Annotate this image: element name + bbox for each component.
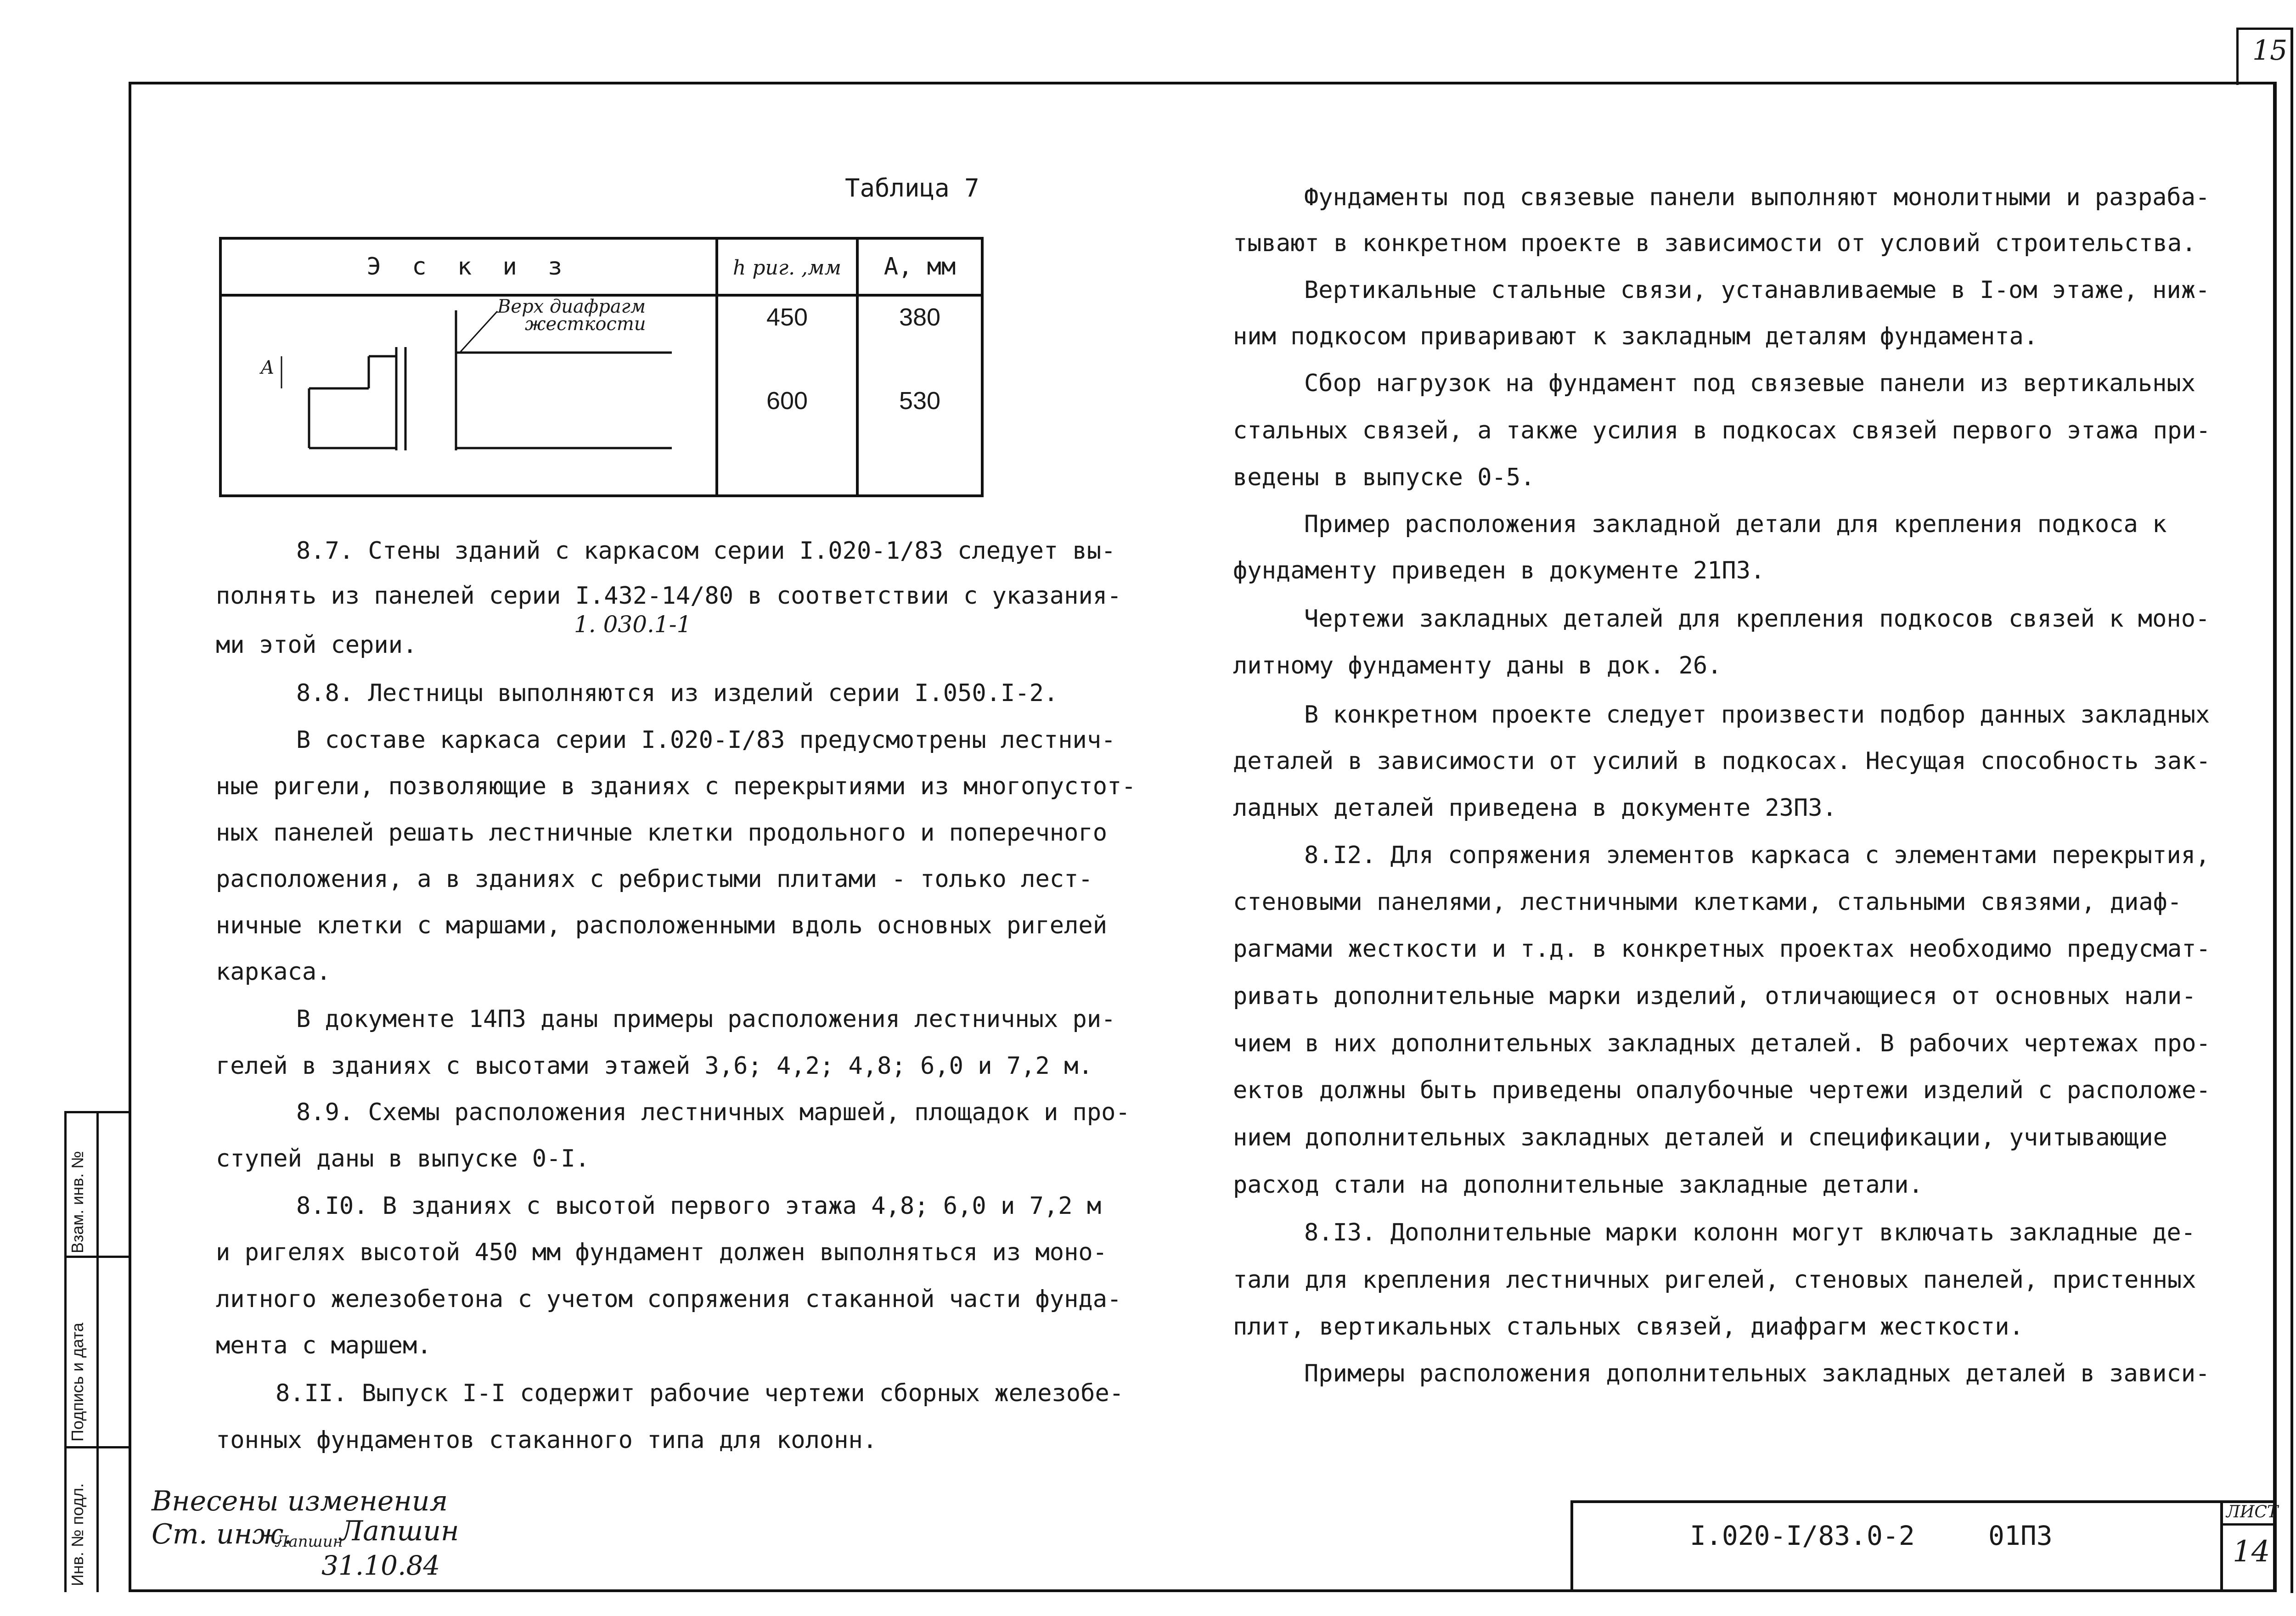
sketch-label-top: Верх диафрагм [497,296,646,317]
stamp-top [64,1111,131,1113]
left-line-7: ных панелей решать лестничные клетки продольного и поперечного [216,819,1108,847]
sketch-label-a: A [261,357,274,378]
right-line-21: нием дополнительных закладных деталей и спецификации, учитывающие [1233,1124,2167,1151]
right-line-6: стальных связей, а также усилия в подкосах связей первого этажа при- [1233,417,2211,444]
note-engineer: Ст. инж. [152,1518,293,1550]
sheet-issue: 0-2 [1867,1520,1915,1551]
stamp-div-1 [64,1256,131,1258]
sheet-doc: 01ПЗ [1988,1520,2053,1551]
left-line-5: В составе каркаса серии I.020-I/83 предусмотрены лестнич- [296,726,1116,754]
left-line-15: 8.I0. В зданиях с высотой первого этажа 4,8; 6,0 и 7,2 м [296,1192,1102,1220]
left-line-2: полнять из панелей серии I.432-14/80 в соответствии с указания- [216,582,1122,610]
left-line-20: тонных фундаментов стаканного типа для колонн. [216,1426,878,1454]
table-header-sketch: Э с к и з [220,238,717,295]
left-line-3: ми этой серии. [216,631,417,659]
right-line-20: ектов должны быть приведены опалубочные чертежи изделий с расположе- [1233,1077,2211,1104]
left-line-13: 8.9. Схемы расположения лестничных маршей, площадок и про- [296,1099,1130,1126]
table-header-a: А, мм [857,238,982,295]
row-2-height: 600 [766,387,808,415]
frame-outer-right [2290,28,2293,1593]
stamp-col-1 [64,1111,67,1592]
row-1-height: 450 [766,303,808,331]
right-line-9: фундаменту приведен в документе 21ПЗ. [1233,557,1765,584]
right-line-19: чием в них дополнительных закладных деталей. В рабочих чертежах про- [1233,1030,2211,1057]
frame-left [129,82,131,1592]
table-a-cell [857,295,982,496]
left-line-4: 8.8. Лестницы выполняются из изделий серии I.050.I-2. [296,679,1058,707]
corner-box-top [2236,28,2293,30]
stamp-field-signature: Подпись и дата [68,1323,87,1442]
right-line-3: Вертикальные стальные связи, устанавливаемые в I-ом этаже, ниж- [1304,276,2210,304]
left-line-19: 8.II. Выпуск I-I содержит рабочие чертежи сборных железобе- [276,1380,1124,1407]
stamp-col-2 [96,1111,99,1592]
right-line-12: В конкретном проекте следует произвести подбор данных закладных [1304,701,2210,729]
right-line-23: 8.I3. Дополнительные марки колонн могут включать закладные де- [1304,1219,2196,1246]
left-line-16: и ригелях высотой 450 мм фундамент должен выполняться из моно- [216,1239,1108,1266]
title-block-left [1570,1500,1573,1592]
right-line-25: плит, вертикальных стальных связей, диафрагм жесткости. [1233,1313,2024,1341]
right-line-5: Сбор нагрузок на фундамент под связевые панели из вертикальных [1304,370,2196,397]
sheet-box-divider [2220,1523,2275,1526]
right-line-22: расход стали на дополнительные закладные детали. [1233,1171,1923,1199]
left-line-12: гелей в зданиях с высотами этажей 3,6; 4,2; 4,8; 6,0 и 7,2 м. [216,1052,1093,1080]
row-1-a: 380 [899,303,941,331]
note-changes: Внесены изменения [152,1485,448,1517]
corner-page-number: 15 [2252,34,2288,67]
left-line-14: ступей даны в выпуске 0-I. [216,1145,590,1173]
right-line-18: ривать дополнительные марки изделий, отличающиеся от основных нали- [1233,982,2196,1010]
frame-right [2273,82,2277,1592]
frame-bottom [129,1589,2275,1592]
corner-box-left [2236,28,2239,85]
right-line-2: тывают в конкретном проекте в зависимости от условий строительства. [1233,230,2196,257]
right-line-24: тали для крепления лестничных ригелей, стеновых панелей, пристенных [1233,1266,2196,1294]
handwritten-series: 1. 030.1-1 [574,611,692,638]
left-line-10: каркаса. [216,958,331,986]
note-date: 31.10.84 [321,1550,440,1581]
sketch-label-bottom: жесткости [525,314,646,335]
right-line-16: стеновыми панелями, лестничными клетками, стальными связями, диаф- [1233,888,2182,916]
left-line-17: литного железобетона с учетом сопряжения стаканной части фунда- [216,1285,1122,1313]
right-line-14: ладных деталей приведена в документе 23ПЗ. [1233,794,1837,822]
stamp-field-replace: Взам. инв. № [68,1150,87,1253]
table-7 [219,237,984,497]
stamp-field-inventory: Инв. № подл. [68,1483,87,1586]
right-line-26: Примеры расположения дополнительных закладных деталей в зависи- [1304,1360,2210,1387]
sketch-leader [461,311,497,352]
sheet-label: ЛИСТ [2226,1503,2278,1521]
table-caption: Таблица 7 [845,174,979,202]
title-block-top [1570,1500,2275,1503]
sheet-page-number: 14 [2233,1535,2270,1569]
row-2-a: 530 [899,387,941,415]
right-line-10: Чертежи закладных деталей для крепления подкосов связей к моно- [1304,605,2210,633]
right-line-1: Фундаменты под связевые панели выполняют монолитными и разраба- [1304,184,2210,211]
right-line-8: Пример расположения закладной детали для крепления подкоса к [1304,511,2167,538]
left-line-6: ные ригели, позволяющие в зданиях с перекрытиями из многопустот- [216,773,1136,800]
title-block-divider [2220,1500,2223,1592]
left-line-9: ничные клетки с маршами, расположенными вдоль основных ригелей [216,912,1108,939]
left-line-11: В документе 14ПЗ даны примеры расположения лестничных ри- [296,1005,1116,1033]
stamp-div-2 [64,1446,131,1448]
table-height-cell [717,295,857,496]
frame-top [129,82,2275,84]
left-line-8: расположения, а в зданиях с ребристыми плитами - только лест- [216,865,1093,893]
sheet-code: I.020-I/83. [1690,1520,1867,1551]
table-header-height: h риг. ,мм [717,238,857,295]
right-line-4: ним подкосом приваривают к закладным деталям фундамента. [1233,323,2038,350]
left-line-18: мента с маршем. [216,1332,432,1359]
right-line-11: литному фундаменту даны в док. 26. [1233,652,1722,679]
right-line-13: деталей в зависимости от усилий в подкосах. Несущая способность зак- [1233,747,2211,775]
note-signature: Лапшин [276,1532,343,1551]
note-name: Лапшин [340,1515,459,1547]
right-line-7: ведены в выпуске 0-5. [1233,464,1535,491]
table-sketch-cell [220,295,717,496]
left-line-1: 8.7. Стены зданий с каркасом серии I.020-1/83 следует вы- [296,537,1116,565]
right-line-15: 8.I2. Для сопряжения элементов каркаса с элементами перекрытия, [1304,842,2210,869]
right-line-17: рагмами жесткости и т.д. в конкретных проектах необходимо предусмат- [1233,935,2211,963]
